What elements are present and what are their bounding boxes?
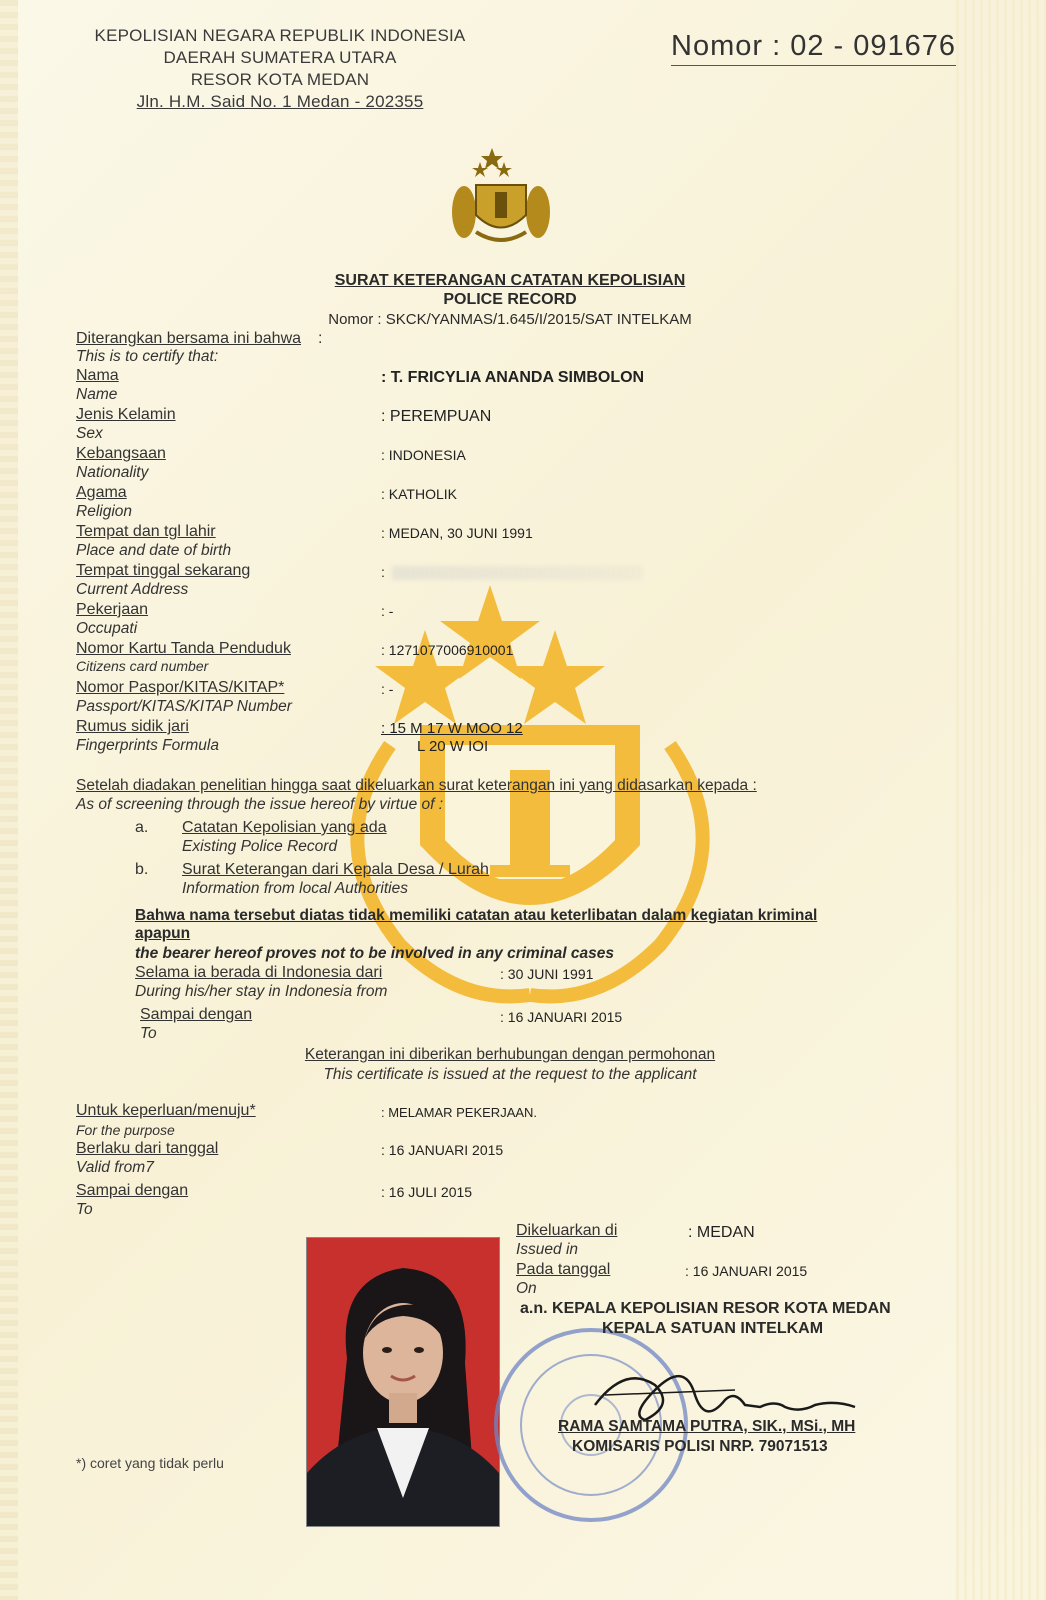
left-border-pattern — [0, 0, 18, 1600]
request-text-en: This certificate is issued at the request to the applicant — [323, 1066, 697, 1083]
serial-number: Nomor : 02 - 091676 — [671, 30, 956, 66]
field-value-religion: : KATHOLIK — [381, 486, 457, 502]
statement-text-2: apapun — [135, 925, 191, 942]
field-value-nationality: : INDONESIA — [381, 447, 466, 463]
valid-from-sub: Valid from7 — [76, 1159, 154, 1176]
intro-text-en: This is to certify that: — [76, 348, 219, 365]
signatory-rank: KOMISARIS POLISI NRP. 79071513 — [572, 1438, 828, 1455]
screening-text-en: As of screening through the issue hereof by virtue of : — [76, 796, 444, 813]
field-label-address: Tempat tinggal sekarang — [76, 562, 251, 579]
issue-date-label: Pada tanggal — [516, 1261, 611, 1278]
signatory-name: RAMA SAMTAMA PUTRA, SIK., MSi., MH — [558, 1418, 856, 1435]
screening-item-a: Catatan Kepolisian yang ada — [182, 819, 387, 836]
field-label-sex: Jenis Kelamin — [76, 406, 176, 423]
purpose-sub: For the purpose — [76, 1122, 175, 1138]
statement-text: Bahwa nama tersebut diatas tidak memiliki catatan atau keterlibatan dalam kegiatan kriminal — [135, 907, 818, 924]
intro-text: Diterangkan bersama ini bahwa — [76, 330, 302, 347]
issued-in-value: : MEDAN — [688, 1224, 755, 1241]
valid-to-label: Sampai dengan — [76, 1182, 189, 1199]
valid-from-value: : 16 JANUARI 2015 — [381, 1142, 504, 1158]
field-sub-religion: Religion — [76, 503, 133, 520]
field-sub-birth: Place and date of birth — [76, 542, 232, 559]
field-value-occupation: : - — [381, 603, 394, 619]
issue-date-value: : 16 JANUARI 2015 — [685, 1263, 808, 1279]
field-sub-address: Current Address — [76, 581, 189, 598]
police-emblem-icon — [446, 140, 556, 250]
field-sub-name: Name — [76, 386, 118, 403]
request-text: Keterangan ini diberikan berhubungan dengan permohonan — [304, 1046, 716, 1063]
field-label-id-card: Nomor Kartu Tanda Penduduk — [76, 640, 291, 657]
issued-in-label: Dikeluarkan di — [516, 1222, 618, 1239]
header-line-1: KEPOLISIAN NEGARA REPUBLIK INDONESIA — [94, 26, 466, 45]
field-sub-sex: Sex — [76, 425, 103, 442]
field-label-name: Nama — [76, 367, 119, 384]
purpose-label: Untuk keperluan/menuju* — [76, 1102, 256, 1119]
field-value-sex: : PEREMPUAN — [381, 408, 492, 425]
field-value-name: : T. FRICYLIA ANANDA SIMBOLON — [381, 369, 645, 386]
screening-item-a-letter: a. — [135, 819, 149, 836]
field-value-fingerprint: : 15 M 17 W MOO 12 — [381, 720, 523, 737]
header-line-2: DAERAH SUMATERA UTARA — [163, 48, 397, 67]
field-sub-passport: Passport/KITAS/KITAP Number — [76, 698, 292, 715]
field-value-id-card: : 1271077006910001 — [381, 642, 514, 658]
field-value-passport: : - — [381, 681, 394, 697]
field-label-passport: Nomor Paspor/KITAS/KITAP* — [76, 679, 285, 696]
screening-item-b-en: Information from local Authorities — [182, 880, 408, 897]
field-sub-nationality: Nationality — [76, 464, 149, 481]
footnote: *) coret yang tidak perlu — [76, 1455, 224, 1471]
field-label-religion: Agama — [76, 484, 127, 501]
signatory-authority: a.n. KEPALA KEPOLISIAN RESOR KOTA MEDAN — [520, 1300, 891, 1317]
header-line-3: RESOR KOTA MEDAN — [190, 70, 370, 89]
field-value-address: : — [381, 564, 385, 580]
valid-to-value: : 16 JULI 2015 — [381, 1184, 473, 1200]
signatory-unit: KEPALA SATUAN INTELKAM — [602, 1320, 824, 1337]
right-border-pattern — [956, 0, 1046, 1600]
issue-date-sub: On — [516, 1280, 537, 1297]
intro-colon: : — [318, 330, 323, 347]
valid-to-sub: To — [76, 1201, 93, 1218]
stay-to-value: : 16 JANUARI 2015 — [500, 1009, 623, 1025]
header-address: Jln. H.M. Said No. 1 Medan - 202355 — [136, 92, 424, 111]
issued-in-sub: Issued in — [516, 1241, 579, 1258]
screening-item-b: Surat Keterangan dari Kepala Desa / Lurah — [182, 861, 489, 878]
stay-to-sub: To — [140, 1025, 157, 1042]
document-title: SURAT KETERANGAN CATATAN KEPOLISIAN — [334, 272, 686, 289]
document-number: Nomor : SKCK/YANMAS/1.645/I/2015/SAT INTELKAM — [328, 311, 692, 328]
field-label-nationality: Kebangsaan — [76, 445, 166, 462]
stay-from-label: Selama ia berada di Indonesia dari — [135, 964, 383, 981]
stay-to-label: Sampai dengan — [140, 1006, 253, 1023]
document-title-en: POLICE RECORD — [443, 291, 577, 308]
applicant-photo — [306, 1237, 500, 1527]
field-sub-fingerprint: Fingerprints Formula — [76, 737, 219, 754]
field-value-birth: : MEDAN, 30 JUNI 1991 — [381, 525, 533, 541]
valid-from-label: Berlaku dari tanggal — [76, 1140, 219, 1157]
stay-from-sub: During his/her stay in Indonesia from — [135, 983, 388, 1000]
purpose-value: : MELAMAR PEKERJAAN. — [381, 1105, 538, 1120]
stay-from-value: : 30 JUNI 1991 — [500, 966, 594, 982]
field-sub-id-card: Citizens card number — [76, 658, 209, 674]
screening-item-b-letter: b. — [135, 861, 149, 878]
field-label-fingerprint: Rumus sidik jari — [76, 718, 189, 735]
screening-item-a-en: Existing Police Record — [182, 838, 338, 855]
field-label-birth: Tempat dan tgl lahir — [76, 523, 216, 540]
field-sub-occupation: Occupati — [76, 620, 138, 637]
fingerprint-line-2: L 20 W IOI — [417, 738, 489, 755]
address-redaction — [392, 566, 642, 580]
screening-text: Setelah diadakan penelitian hingga saat dikeluarkan surat keterangan ini yang didasarkan kepada : — [76, 777, 757, 794]
statement-text-en: the bearer hereof proves not to be involved in any criminal cases — [135, 945, 614, 962]
field-label-occupation: Pekerjaan — [76, 601, 149, 618]
